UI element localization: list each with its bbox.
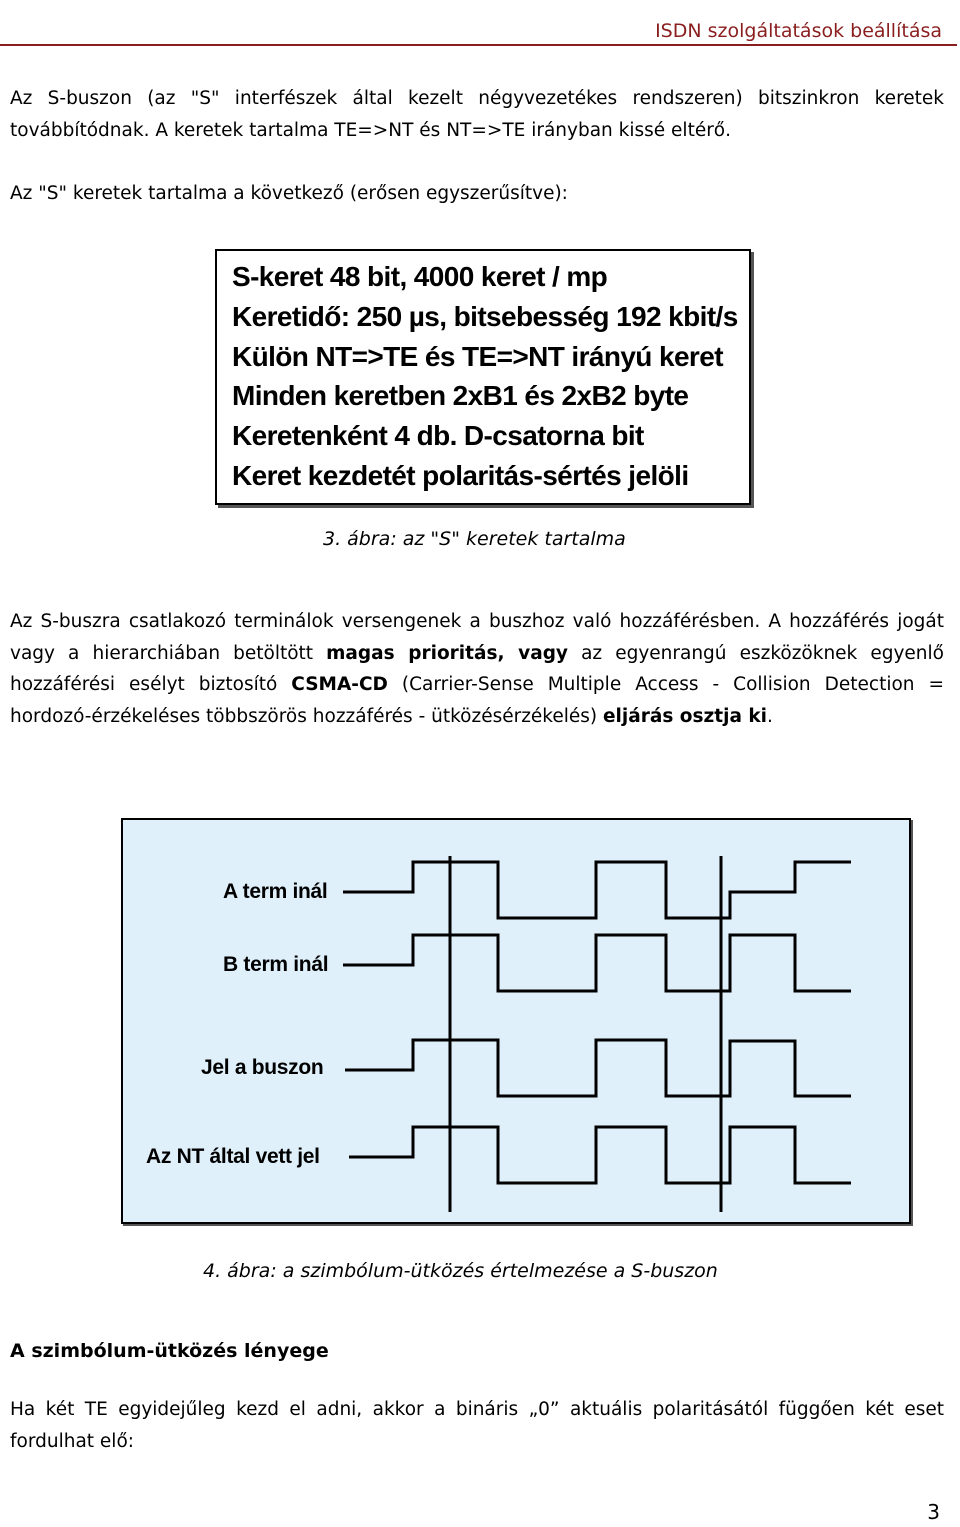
waveform-nt-received: [349, 1127, 851, 1183]
frame-line-4: Minden keretben 2xB1 és 2xB2 byte: [232, 380, 689, 411]
intro-paragraph: Az S-buszon (az "S" interfészek által kezelt négyvezetékes rendszeren) bitszinkron keretek továbbítódnak. A keretek tartalma TE=>NT és NT=>TE irányban kissé eltérő.: [10, 88, 944, 141]
waveform-b-terminal: [343, 935, 851, 991]
symbol-collision-diagram: [121, 818, 911, 1224]
csma-text-1: Az S-buszra csatlakozó terminálok versengenek a buszhoz való hozzáférésben. A hozzáférés jogát vagy a hierarchiában betöltött: [10, 611, 944, 664]
csma-bold-procedure: eljárás osztja ki: [603, 705, 768, 727]
label-nt-received: Az NT által vett jel: [146, 1145, 320, 1168]
figure-3-caption: 3. ábra: az "S" keretek tartalma: [323, 528, 626, 550]
header-title: ISDN szolgáltatások beállítása: [655, 20, 942, 42]
label-b-terminal: B term inál: [223, 953, 329, 976]
csma-text-3: (Carrier-Sense Multiple Access - Collision Detection = hordozó-érzékeléses többszörös hozzáférés - ütközésérzékelés): [10, 674, 945, 727]
waveform-bus: [345, 1040, 851, 1096]
csma-text-2: az egyenrangú eszközöknek egyenlő hozzáférési esélyt biztosító: [10, 642, 944, 695]
csma-bold-csmacd: CSMA-CD: [291, 674, 388, 695]
frame-line-2: Keretidő: 250 µs, bitsebesség 192 kbit/s: [232, 301, 738, 332]
waveform-a-terminal: [343, 862, 851, 918]
frame-line-5: Keretenként 4 db. D-csatorna bit: [232, 420, 644, 451]
section-body: Ha két TE egyidejűleg kezd el adni, akkor a bináris „0” aktuális polaritásától függően két eset fordulhat elő:: [10, 1399, 944, 1452]
csma-paragraph: [10, 606, 944, 732]
page-number: 3: [927, 1500, 940, 1524]
frame-line-1: S-keret 48 bit, 4000 keret / mp: [232, 261, 608, 292]
section-heading: A szimbólum-ütközés lényege: [10, 1340, 329, 1362]
frame-intro-paragraph: Az "S" keretek tartalma a következő (erősen egyszerűsítve):: [10, 183, 568, 204]
csma-bold-priority: magas prioritás, vagy: [326, 642, 568, 664]
label-bus-signal: Jel a buszon: [201, 1056, 324, 1079]
frame-line-6: Keret kezdetét polaritás-sértés jelöli: [232, 460, 689, 491]
figure-4-caption: 4. ábra: a szimbólum-ütközés értelmezése a S-buszon: [203, 1260, 718, 1282]
frame-line-3: Külön NT=>TE és TE=>NT irányú keret: [232, 341, 723, 372]
header-rule: [0, 44, 957, 46]
label-a-terminal: A term inál: [223, 880, 328, 903]
csma-text-4: .: [767, 705, 773, 727]
frame-content-box: [215, 249, 751, 505]
